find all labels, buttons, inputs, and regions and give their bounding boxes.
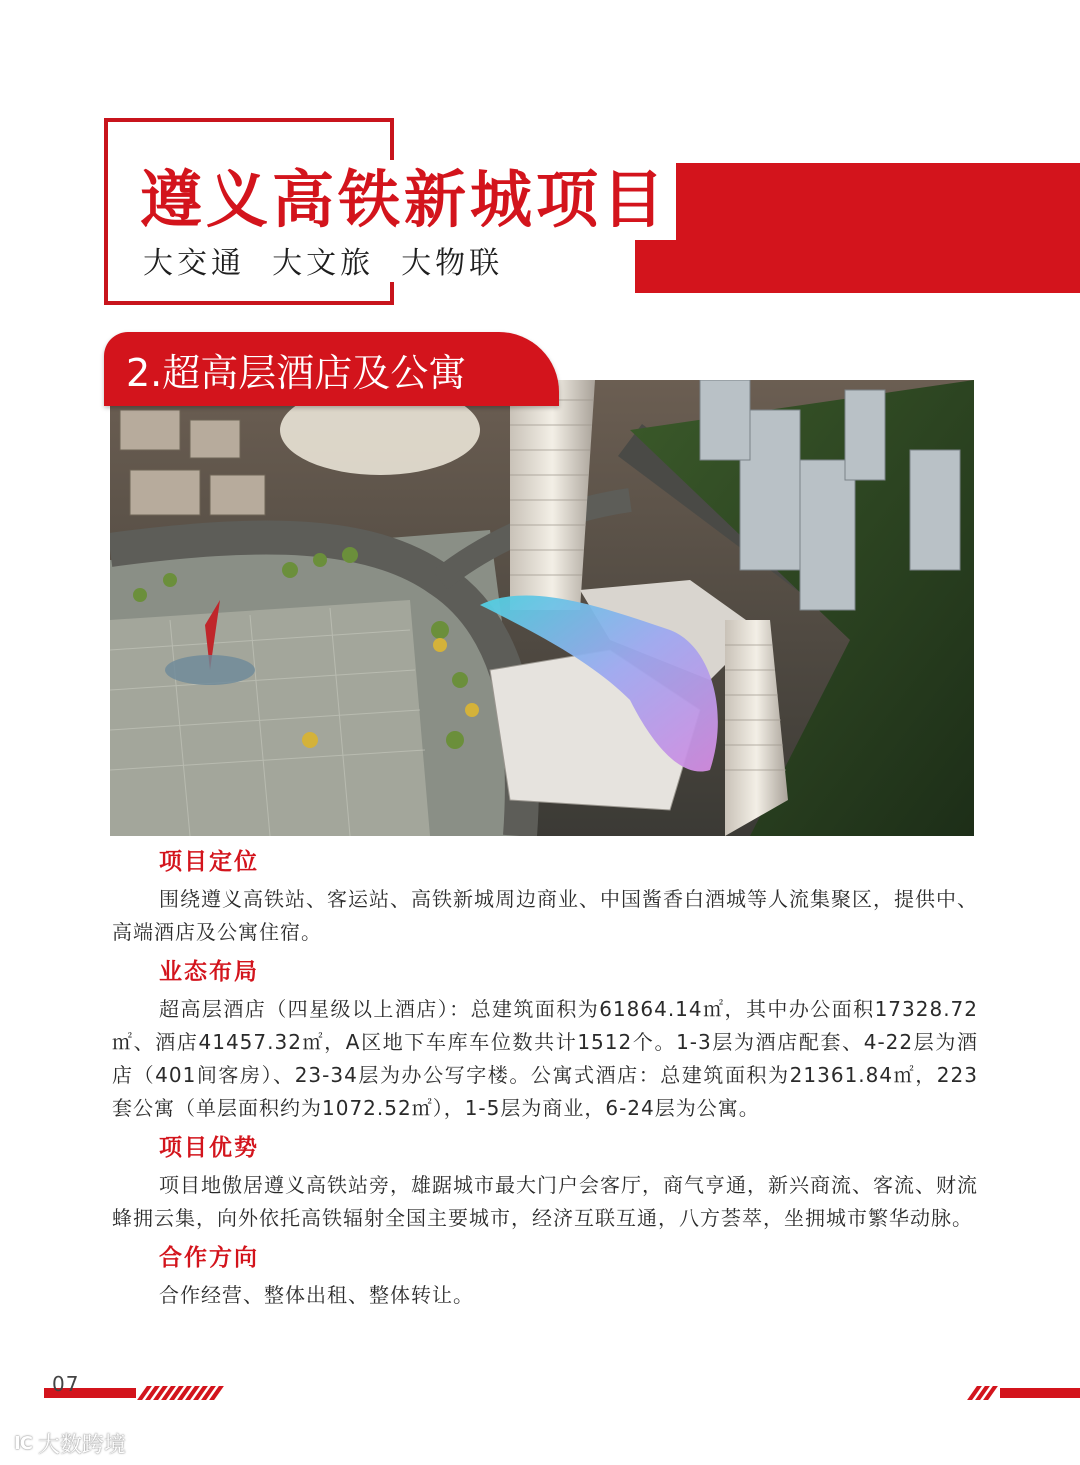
footer-stripes-left bbox=[142, 1386, 219, 1400]
block-text-layout: 超高层酒店（四星级以上酒店）：总建筑面积为61864.14㎡，其中办公面积17328.72㎡、酒店41457.32㎡，A区地下车库车位数共计1512个。1-3层为酒店配套、4-22层为酒店（401间客房）、23-34层为办公写字楼。公寓式酒店：总建筑面积为21361.84㎡，223套公寓（单层面积约为1072.52㎡），1-5层为商业，6-24层为公寓。 bbox=[112, 997, 978, 1120]
watermark-logo-icon: IC bbox=[14, 1433, 32, 1454]
watermark bbox=[14, 1428, 126, 1459]
block-heading-positioning: 项目定位 bbox=[159, 849, 259, 875]
page-title: 遵义高铁新城项目 bbox=[140, 160, 676, 240]
page-number: 07 bbox=[52, 1372, 80, 1396]
content-body bbox=[112, 845, 978, 1318]
block-heading-cooperation: 合作方向 bbox=[159, 1245, 259, 1271]
page-subtitle: 大交通 大文旅 大物联 bbox=[143, 238, 509, 282]
watermark-text: 大数跨境 bbox=[37, 1433, 126, 1458]
hero-rendering-image bbox=[110, 380, 974, 836]
section-heading-tab bbox=[104, 332, 559, 406]
block-text-advantages: 项目地傲居遵义高铁站旁，雄踞城市最大门户会客厅，商气亨通，新兴商流、客流、财流蜂拥云集，向外依托高铁辐射全国主要城市，经济互联互通，八方荟萃，坐拥城市繁华动脉。 bbox=[112, 1173, 978, 1230]
footer-stripes-right bbox=[972, 1386, 993, 1400]
footer-bar-right bbox=[1000, 1388, 1080, 1398]
block-text-cooperation: 合作经营、整体出租、整体转让。 bbox=[159, 1283, 474, 1307]
section-heading: 2.超高层酒店及公寓 bbox=[126, 351, 467, 395]
block-text-positioning: 围绕遵义高铁站、客运站、高铁新城周边商业、中国酱香白酒城等人流集聚区，提供中、高端酒店及公寓住宿。 bbox=[112, 887, 978, 944]
title-red-band bbox=[635, 163, 1080, 293]
block-heading-advantages: 项目优势 bbox=[159, 1135, 259, 1161]
block-heading-layout: 业态布局 bbox=[159, 959, 259, 985]
